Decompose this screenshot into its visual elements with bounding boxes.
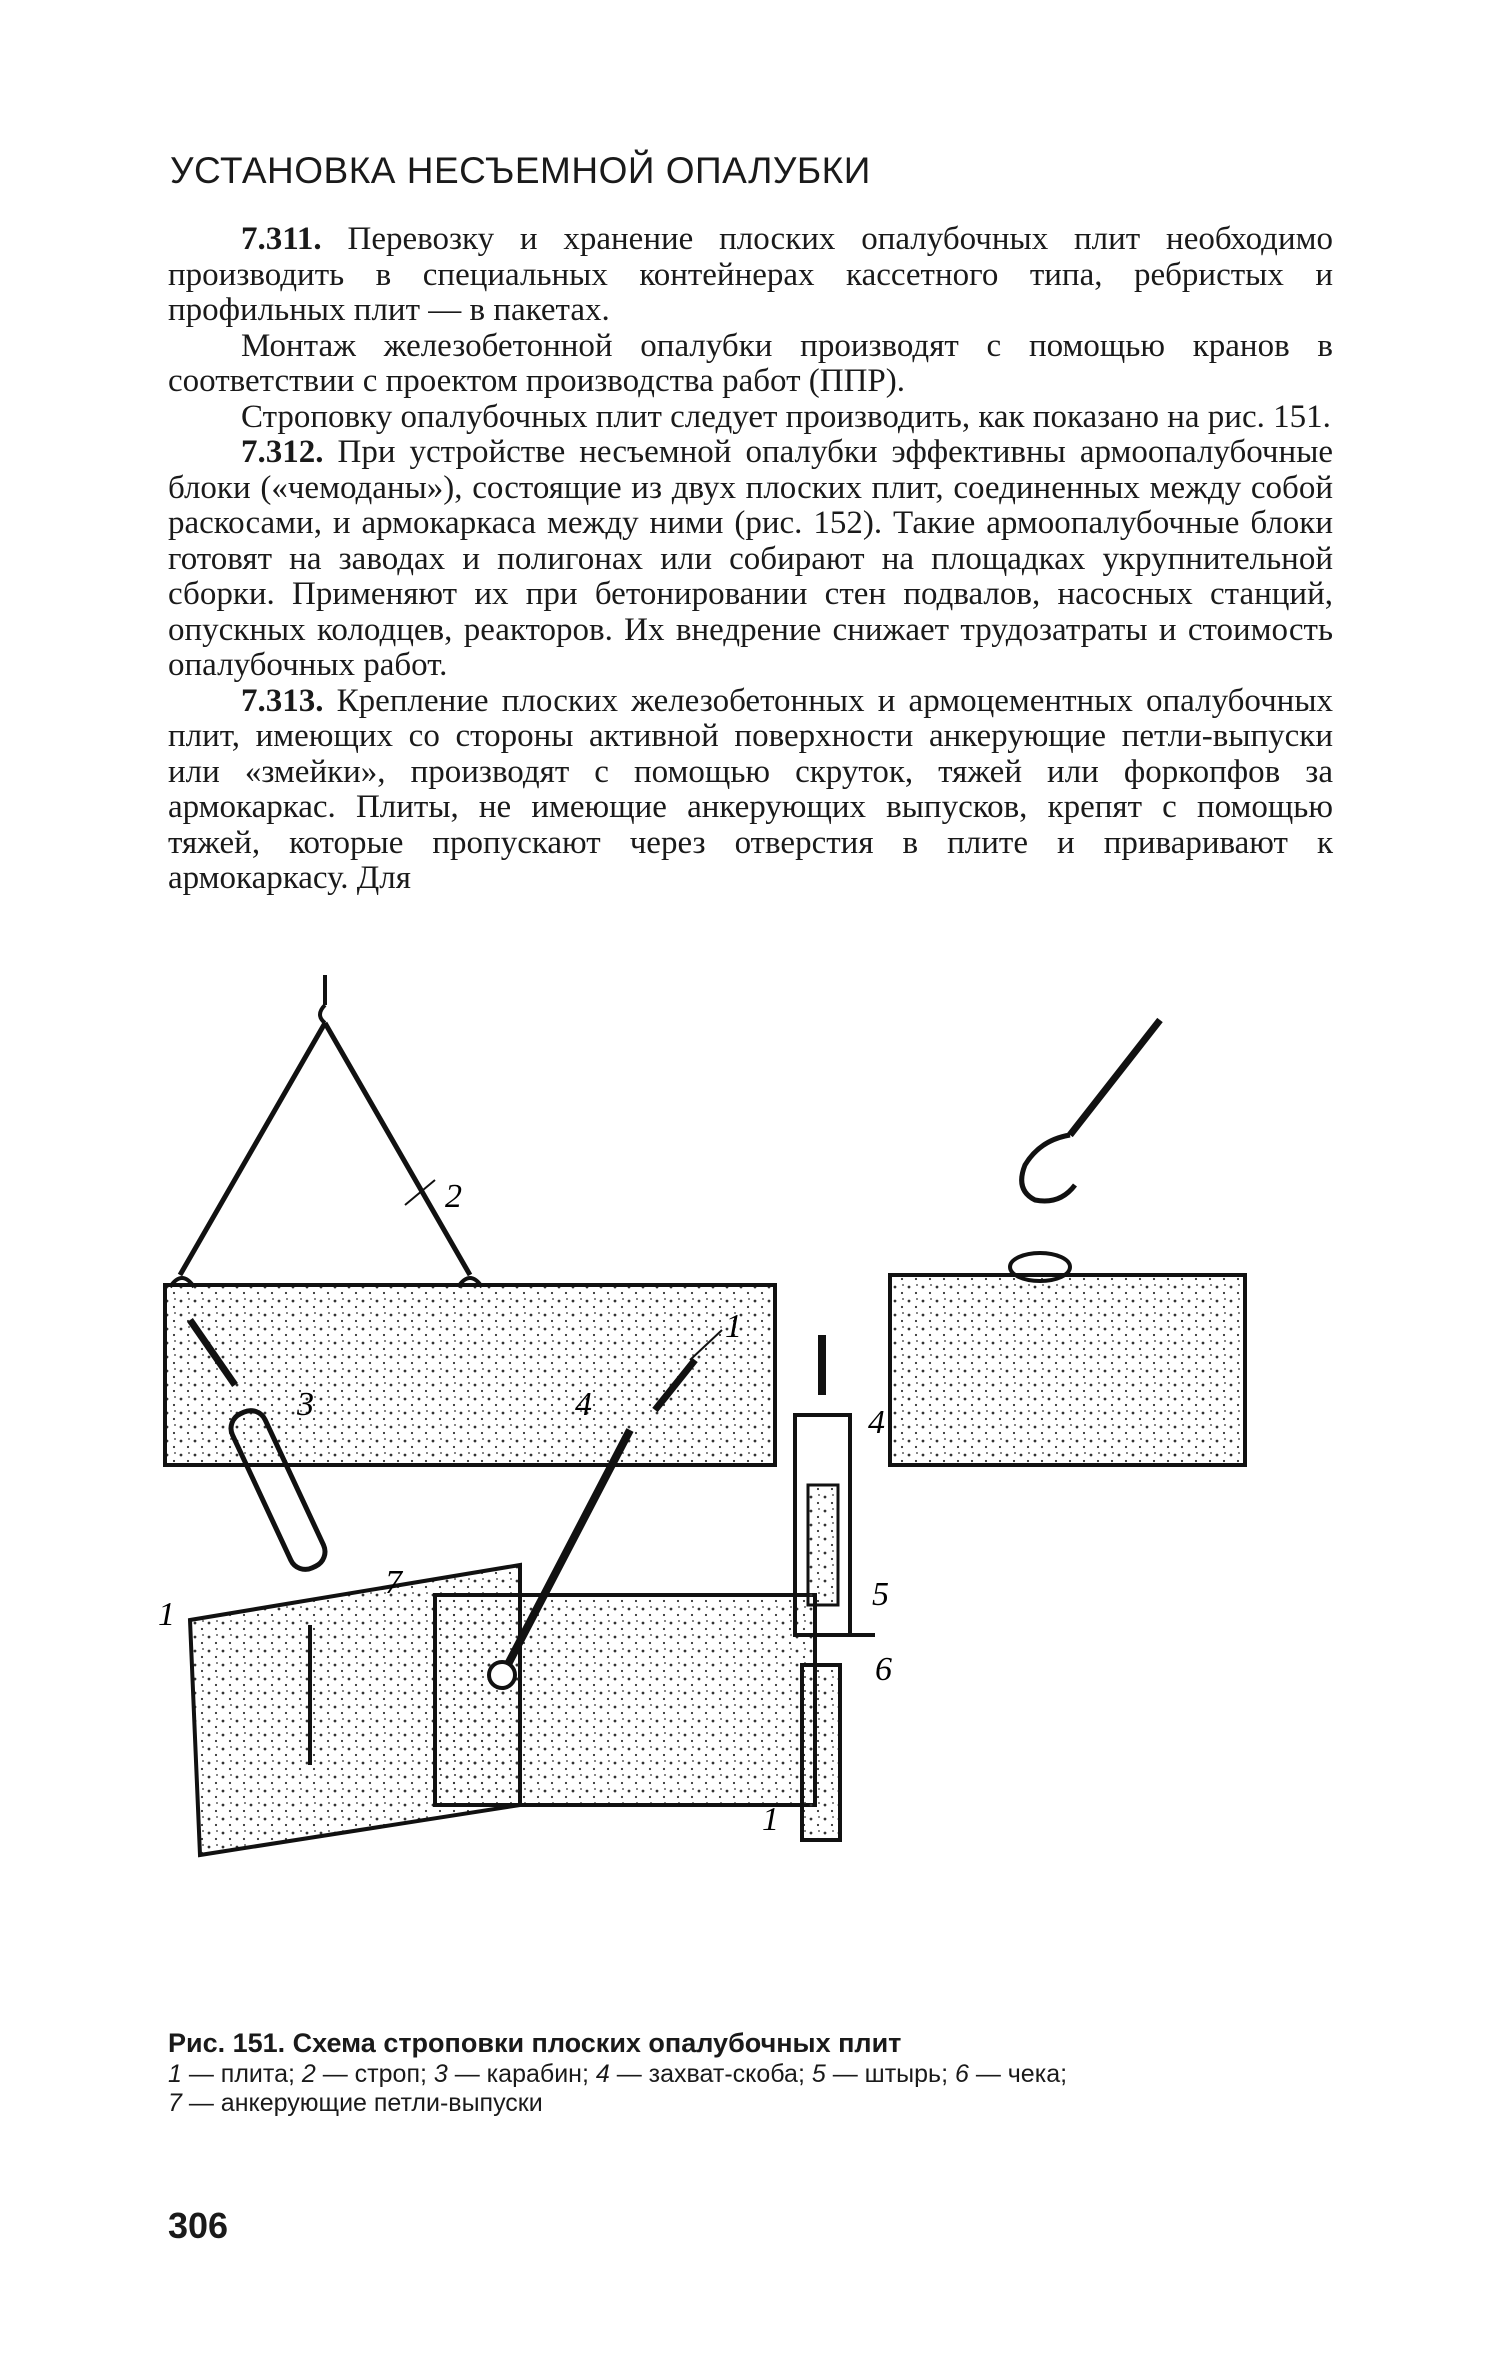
label-4-middle: 4 [575,1386,592,1423]
paragraph-7-312: 7.312. При устройстве несъемной опалубки эффективны армоопалубочные блоки («чемоданы»), состоящие из двух плоских плит, соединенных между собой раскосами, и армокаркаса между ними (рис. 152). Такие армоопалубочные блоки готовят на заводах и полигонах или собирают на площадках укрупнительной сборки. Применяют их при бетонировании стен подвалов, насосных станций, опускных колодцев, реакторов. Их внедрение снижает трудозатраты и стоимость опалубочных работ. [168,434,1334,683]
label-1-extra: 1 [150,962,158,979]
label-1-top: 1 [725,1308,742,1345]
sling-left [180,1023,325,1275]
hook [1022,1135,1075,1201]
label-1-right: 1 [762,1801,779,1838]
label-3: 3 [297,1386,314,1423]
page-number: 306 [168,2205,229,2246]
section-heading: УСТАНОВКА НЕСЪЕМНОЙ ОПАЛУБКИ [170,150,871,191]
sling-right [325,1023,470,1275]
label-5: 5 [872,1576,889,1613]
rope-top-right [1070,1020,1160,1135]
plate-1-middle [435,1595,815,1805]
figure-caption [168,2026,1338,2118]
body-text [168,222,1333,897]
paragraph-stropovka: Строповку опалубочных плит следует производить, как показано на рис. 151. [241,398,1331,435]
caption-legend-line-1: 1 — плита; 2 — строп; 3 — карабин; 4 — захват-скоба; 5 — штырь; 6 — чека; [168,2060,1068,2088]
rigging-diagram [150,962,1350,2015]
label-7: 7 [385,1564,402,1601]
label-6: 6 [875,1651,892,1688]
caption-title: Рис. 151. Схема строповки плоских опалубочных плит [168,2028,902,2058]
label-1-bottom-left: 1 [158,1596,175,1633]
plate-with-sling [165,975,775,1465]
label-2: 2 [445,1178,462,1215]
figure-151 [150,962,1350,2015]
plate-1-right [890,1275,1245,1465]
paragraph-7-313: 7.313. Крепление плоских железобетонных и армоцементных опалубочных плит, имеющих со стороны активной поверхности анкерующие петли-выпуски или «змейки», производят с помощью скруток, тяжей или форкопфов за армокаркас. Плиты, не имеющие анкерующих выпусков, крепят с помощью тяжей, которые пропускают через отверстия в плите и приваривают к армокаркасу. Для [168,682,1333,896]
caption-legend-line-2: 7 — анкерующие петли-выпуски [168,2089,543,2117]
plate-with-hook [890,1020,1245,1465]
paragraph-7-311: 7.311. Перевозку и хранение плоских опалубочных плит необходимо производить в специальных контейнерах кассетного типа, ребристых и профильных плит — в пакетах. [168,221,1333,328]
label-4-right: 4 [868,1404,885,1441]
plate-1-edge [802,1665,840,1840]
paragraph-montage: Монтаж железобетонной опалубки производят с помощью кранов в соответствии с проектом производства работ (ППР). [168,327,1333,399]
